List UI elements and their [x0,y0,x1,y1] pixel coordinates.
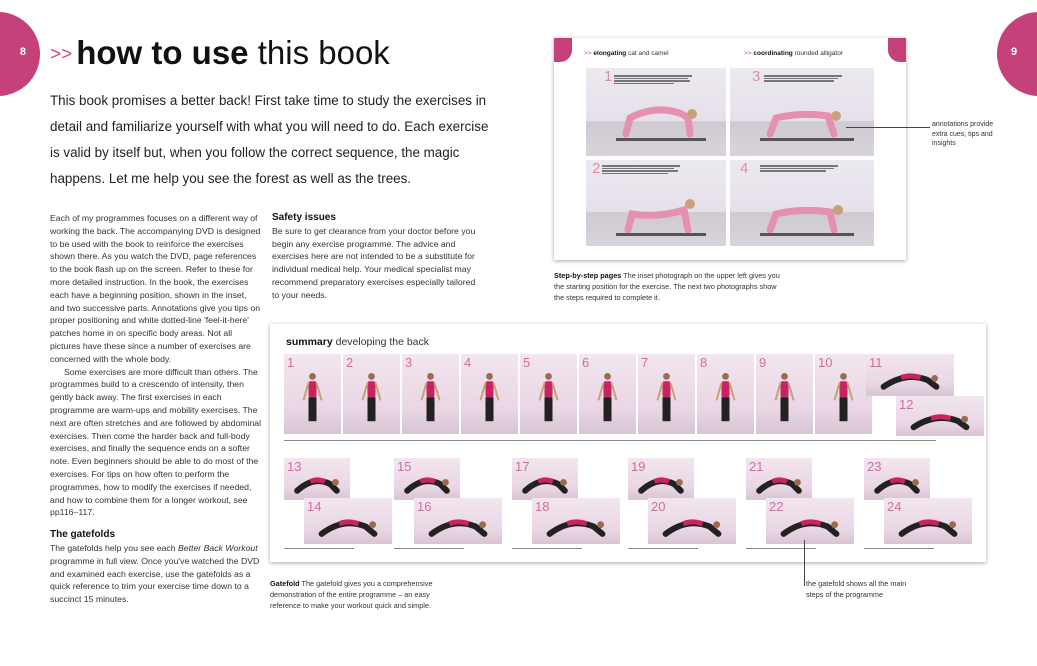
exercise-number: 9 [759,355,767,370]
exercise-caption-line [746,546,816,550]
exercise-thumbnail [402,354,459,434]
exercise-number: 8 [700,355,708,370]
exercise-number: 17 [515,459,530,474]
spread-step-3: 3 [752,68,761,85]
exercise-number: 18 [535,499,550,514]
exercise-caption-line [628,546,698,550]
exercise-thumbnail [284,354,341,434]
left-page-number: 8 [19,46,26,58]
exercise-number: 14 [307,499,322,514]
exercise-number: 4 [464,355,472,370]
exercise-thumbnail [579,354,636,434]
safety-text: Be sure to get clearance from your doctor before you begin any exercise programme. The advice and exercises here are not intended to be a substitute for individual medical help. Your medical specialist may recommend preparatory exercises especially tailored to your needs. [272,225,476,300]
exercise-thumbnail [766,498,854,544]
gatefolds-heading: The gatefolds [50,529,116,541]
spread-step-1: 1 [604,68,613,85]
exercise-thumbnail [520,354,577,434]
exercise-thumbnail [746,458,812,500]
gatefold-caption-bold: Gatefold [270,579,300,588]
exercise-thumbnail [394,458,460,500]
exercise-number: 21 [749,459,764,474]
exercise-number: 6 [582,355,590,370]
exercise-thumbnail [866,354,954,396]
gatefold-leader-line [804,540,805,586]
exercise-thumbnail [304,498,392,544]
exercise-thumbnail [284,458,350,500]
body-column [50,212,262,606]
gatefold-title-bold: summary [286,336,333,348]
spread-photo-2 [586,160,726,246]
gatefold-image [270,324,986,562]
exercise-number: 16 [417,499,432,514]
right-page-number: 9 [1011,46,1018,58]
exercise-thumbnail [864,458,930,500]
body-para-2: Some exercises are more difficult than others. The programmes build to a crescendo of intensity, then gently back away. The first exercises in each programme are warm-ups and mobility exercises. The next are often stretches and are followed by abdominal exercises. Then come the harder back and full-body exercises, and finally the sequence ends on a softer note. Even beginners should be able to do most of the exercises. For tips on how often to perform the programmes, how to modify the exercises if needed, and how to combine them for a longer workout, see pp116–117. [50,366,262,518]
spread-right-heading: >> coordinating rounded alligator [744,50,843,57]
exercise-thumbnail [638,354,695,434]
left-page-tab [0,12,40,96]
exercise-number: 2 [346,355,354,370]
spread-right-heading-rest: rounded alligator [792,50,843,57]
spread-step-2: 2 [592,160,601,177]
step-by-step-caption [554,270,786,303]
spread-left-heading-bold: elongating [593,50,627,57]
spread-left-heading: >> elongating cat and camel [584,50,669,57]
exercise-thumbnail [461,354,518,434]
exercise-caption-line [512,546,582,550]
exercise-number: 1 [287,355,295,370]
spread-right-tab [888,38,906,62]
exercise-number: 7 [641,355,649,370]
exercise-number: 10 [818,355,833,370]
spread-left-tab [554,38,572,62]
exercise-caption-line [864,546,934,550]
page-title [50,34,390,72]
exercise-thumbnail [532,498,620,544]
alligator-reach-figure [730,160,874,246]
gatefold-caption [270,578,458,611]
title-arrows: >> [50,44,73,66]
step-caption-bold: Step-by-step pages [554,271,622,280]
exercise-number: 22 [769,499,784,514]
exercise-number: 11 [869,355,883,370]
title-bold: how to use [76,34,249,71]
gatefold-title [286,336,429,348]
exercise-number: 23 [867,459,882,474]
intro-paragraph: This book promises a better back! First take time to study the exercises in detail and familiarize yourself with what you will need to do. Each exercise is valid by itself but, when you follow the correct sequence, the magic happens. Let me help you see the forest as well as the trees. [50,93,489,186]
exercise-thumbnail [884,498,972,544]
gatefolds-text-a: The gatefolds help you see each [50,542,178,553]
gatefolds-italic: Better Back Workout [178,542,258,553]
exercise-number: 15 [397,459,412,474]
exercise-number: 3 [405,355,413,370]
exercise-number: 20 [651,499,666,514]
right-page-tab [997,12,1037,96]
alligator-pose-figure [730,68,874,156]
spread-photo-1 [586,68,726,156]
step-by-step-spread-image [554,38,906,260]
gatefolds-text-b: programme in full view. Once you've watched the DVD and examined each exercise, use the gatefolds as a quick reference to trim your exercise time down to a succinct 15 minutes. [50,555,260,605]
gatefold-note: the gatefold shows all the main steps of the programme [806,579,907,599]
annotation-note: annotations provide extra cues, tips and insights [932,121,994,147]
camel-pose-figure [586,160,726,246]
exercise-thumbnail [414,498,502,544]
exercise-thumbnail [343,354,400,434]
spread-photo-4 [730,160,874,246]
exercise-thumbnail [697,354,754,434]
title-rest: this book [248,34,390,71]
exercise-thumbnail [628,458,694,500]
safety-column [272,212,478,302]
annotation-leader-line [846,127,930,128]
gatefold-title-rest: developing the back [332,336,430,348]
exercise-number: 19 [631,459,646,474]
step-caption-text: The inset photograph on the upper left gives you the starting position for the exercise. The next two photographs show the steps required to complete it. [554,271,780,302]
spread-right-heading-bold: coordinating [753,50,793,57]
exercise-caption-line [866,438,936,442]
spread-photo-3 [730,68,874,156]
exercise-number: 12 [899,397,914,412]
exercise-thumbnail [648,498,736,544]
gatefolds-para [50,542,262,606]
exercise-thumbnail [512,458,578,500]
exercise-thumbnail [896,396,984,436]
gatefold-caption-text: The gatefold gives you a comprehensive demonstration of the entire programme – an easy reference to make your workout quick and simple. [270,579,433,610]
exercise-thumbnail [815,354,872,434]
body-para-1: Each of my programmes focuses on a different way of working the back. The accompanying DVD is designed to be used with the book to reinforce the exercises shown there. As you watch the DVD, page references to the book flash up on the screen. Refer to these for more detailed instruction. In the book, the exercises each have a beginning position, shown in the inset, and two successive parts. Annotations give you tips on proper positioning and white dotted-line 'feel-it-here' patches home in on specific body areas. Not all pictures have these since a number of exercises are concerned with the whole body. [50,213,261,364]
spread-step-4: 4 [740,160,749,177]
exercise-thumbnail [756,354,813,434]
spread-left-heading-rest: cat and camel [626,50,669,57]
exercise-number: 5 [523,355,531,370]
safety-heading: Safety issues [272,212,336,223]
cat-pose-figure [586,68,726,156]
exercise-number: 13 [287,459,302,474]
exercise-caption-line [394,546,464,550]
exercise-number: 24 [887,499,902,514]
exercise-caption-line [284,546,354,550]
